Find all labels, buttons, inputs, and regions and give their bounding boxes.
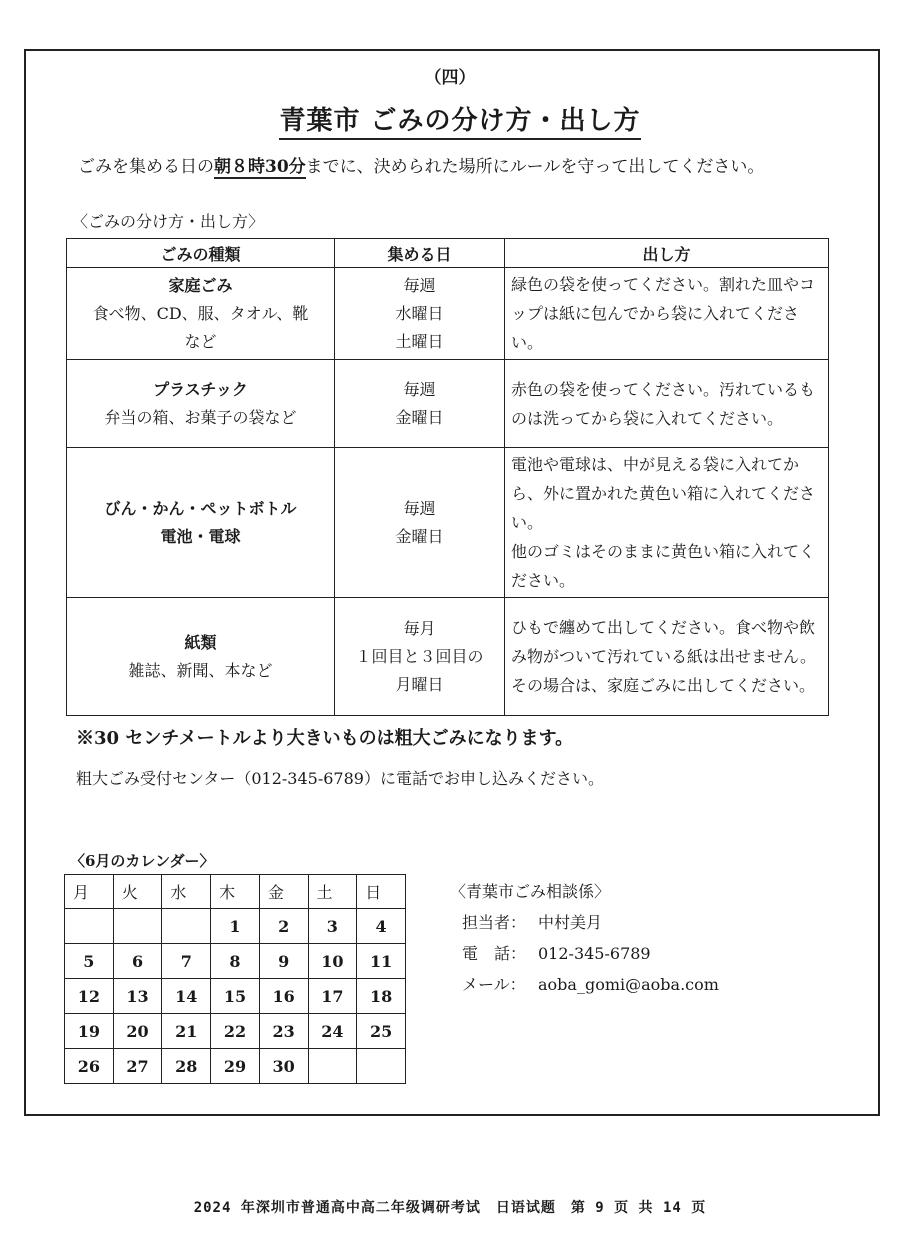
method-cell <box>505 448 829 598</box>
day-line: 土曜日 <box>395 331 444 351</box>
intro-before: ごみを集める日の <box>78 157 214 177</box>
weekday: 水 <box>162 875 211 909</box>
day-line: 毎週 <box>403 275 436 295</box>
calendar-day: 23 <box>259 1014 308 1049</box>
day-cell <box>335 598 505 716</box>
calendar-day <box>308 1049 357 1084</box>
type-cell <box>67 268 335 360</box>
person-value: 中村美月 <box>538 913 603 932</box>
calendar-day: 2 <box>259 909 308 944</box>
calendar-day: 7 <box>162 944 211 979</box>
type-name: 紙類 <box>184 632 217 652</box>
table-row <box>67 360 829 448</box>
day-line: 毎月 <box>403 618 436 638</box>
calendar-day <box>65 909 114 944</box>
type-cell <box>67 448 335 598</box>
day-line: 金曜日 <box>395 407 444 427</box>
weekday: 土 <box>308 875 357 909</box>
calendar-day: 10 <box>308 944 357 979</box>
calendar-day: 6 <box>113 944 162 979</box>
method-text: 電池や電球は、中が見える袋に入れてから、外に置かれた黄色い箱に入れてください。 <box>511 455 816 532</box>
method-cell: ひもで纏めて出してください。食べ物や飲み物がついて汚れている紙は出せません。その場合は、家庭ごみに出してください。 <box>505 598 829 716</box>
calendar-day: 4 <box>357 909 406 944</box>
day-line: １回目と３回目の <box>355 646 484 666</box>
table-row <box>67 448 829 598</box>
type-name: 家庭ごみ <box>168 275 233 295</box>
page-footer: 2024 年深圳市普通高中高二年级调研考试 日语试题 第 9 页 共 14 页 <box>193 1200 707 1216</box>
calendar-day: 20 <box>113 1014 162 1049</box>
type-detail: 電池・電球 <box>160 526 241 546</box>
type-detail: など <box>184 331 217 351</box>
calendar-day: 1 <box>211 909 260 944</box>
intro-text <box>78 152 764 177</box>
day-cell <box>335 268 505 360</box>
table-row <box>67 598 829 716</box>
method-cell: 赤色の袋を使ってください。汚れているものは洗ってから袋に入れてください。 <box>505 360 829 448</box>
calendar-week <box>65 979 406 1014</box>
oversize-note: ※30 センチメートルより大きいものは粗大ごみになります。 <box>76 728 574 749</box>
calendar-day: 30 <box>259 1049 308 1084</box>
calendar-day: 11 <box>357 944 406 979</box>
calendar-day: 5 <box>65 944 114 979</box>
intro-emphasis: 朝８時30分 <box>214 157 306 177</box>
type-name: びん・かん・ペットボトル <box>104 498 297 518</box>
day-line: 毎週 <box>403 498 436 518</box>
type-cell <box>67 598 335 716</box>
calendar-day: 27 <box>113 1049 162 1084</box>
calendar-week <box>65 909 406 944</box>
calendar-week <box>65 1049 406 1084</box>
type-detail: 雑誌、新聞、本など <box>128 660 273 680</box>
phone-label: 電 話： <box>462 944 527 963</box>
table-row <box>67 268 829 360</box>
day-cell <box>335 360 505 448</box>
weekday: 月 <box>65 875 114 909</box>
calendar-day: 28 <box>162 1049 211 1084</box>
section-number: （四） <box>424 68 476 88</box>
june-calendar <box>64 874 406 1084</box>
type-detail: 弁当の箱、お菓子の袋など <box>104 407 297 427</box>
table-caption: 〈ごみの分け方・出し方〉 <box>72 212 265 231</box>
calendar-day: 14 <box>162 979 211 1014</box>
weekday: 火 <box>113 875 162 909</box>
consult-person-row <box>450 907 719 938</box>
calendar-day: 19 <box>65 1014 114 1049</box>
calendar-day: 25 <box>357 1014 406 1049</box>
garbage-rules-table <box>66 238 829 716</box>
day-line: 月曜日 <box>395 674 444 694</box>
mail-value: aoba_gomi@aoba.com <box>538 975 719 994</box>
calendar-day: 21 <box>162 1014 211 1049</box>
weekday: 金 <box>259 875 308 909</box>
calendar-day <box>162 909 211 944</box>
calendar-day: 8 <box>211 944 260 979</box>
calendar-day: 9 <box>259 944 308 979</box>
day-line: 毎週 <box>403 379 436 399</box>
calendar-day: 29 <box>211 1049 260 1084</box>
intro-after: までに、決められた場所にルールを守って出してください。 <box>305 157 765 177</box>
phone-value: 012-345-6789 <box>538 944 651 963</box>
calendar-day: 12 <box>65 979 114 1014</box>
weekday: 木 <box>211 875 260 909</box>
calendar-week <box>65 1014 406 1049</box>
day-line: 水曜日 <box>395 303 444 323</box>
header-day: 集める日 <box>335 239 505 268</box>
consult-phone-row <box>450 938 719 969</box>
calendar-day: 3 <box>308 909 357 944</box>
calendar-day <box>113 909 162 944</box>
calendar-day: 17 <box>308 979 357 1014</box>
mail-label: メール： <box>462 975 526 994</box>
day-cell <box>335 448 505 598</box>
type-detail: 食べ物、CD、服、タオル、靴 <box>92 303 309 323</box>
consult-title: 〈青葉市ごみ相談係〉 <box>450 882 611 901</box>
calendar-day: 16 <box>259 979 308 1014</box>
day-line: 金曜日 <box>395 526 444 546</box>
calendar-day: 22 <box>211 1014 260 1049</box>
type-name: プラスチック <box>153 379 248 399</box>
header-method: 出し方 <box>505 239 829 268</box>
header-type: ごみの種類 <box>67 239 335 268</box>
calendar-caption: 〈6月のカレンダー〉 <box>70 852 215 870</box>
calendar-day: 18 <box>357 979 406 1014</box>
method-cell: 緑色の袋を使ってください。割れた皿やコップは紙に包んでから袋に入れてください。 <box>505 268 829 360</box>
person-label: 担当者： <box>462 913 527 932</box>
method-text: 他のゴミはそのままに黄色い箱に入れてください。 <box>511 542 816 590</box>
calendar-day: 24 <box>308 1014 357 1049</box>
type-cell <box>67 360 335 448</box>
table-header-row <box>67 239 829 268</box>
weekday: 日 <box>357 875 406 909</box>
oversize-contact: 粗大ごみ受付センター（012-345-6789）に電話でお申し込みください。 <box>76 769 604 788</box>
calendar-day: 15 <box>211 979 260 1014</box>
calendar-day: 13 <box>113 979 162 1014</box>
calendar-weekday-row <box>65 875 406 909</box>
calendar-day <box>357 1049 406 1084</box>
calendar-week <box>65 944 406 979</box>
page-title <box>0 100 900 137</box>
consult-mail-row <box>450 969 719 1000</box>
consult-info <box>450 876 719 1000</box>
calendar-day: 26 <box>65 1049 114 1084</box>
page-title-text: 青葉市 ごみの分け方・出し方 <box>279 106 640 140</box>
